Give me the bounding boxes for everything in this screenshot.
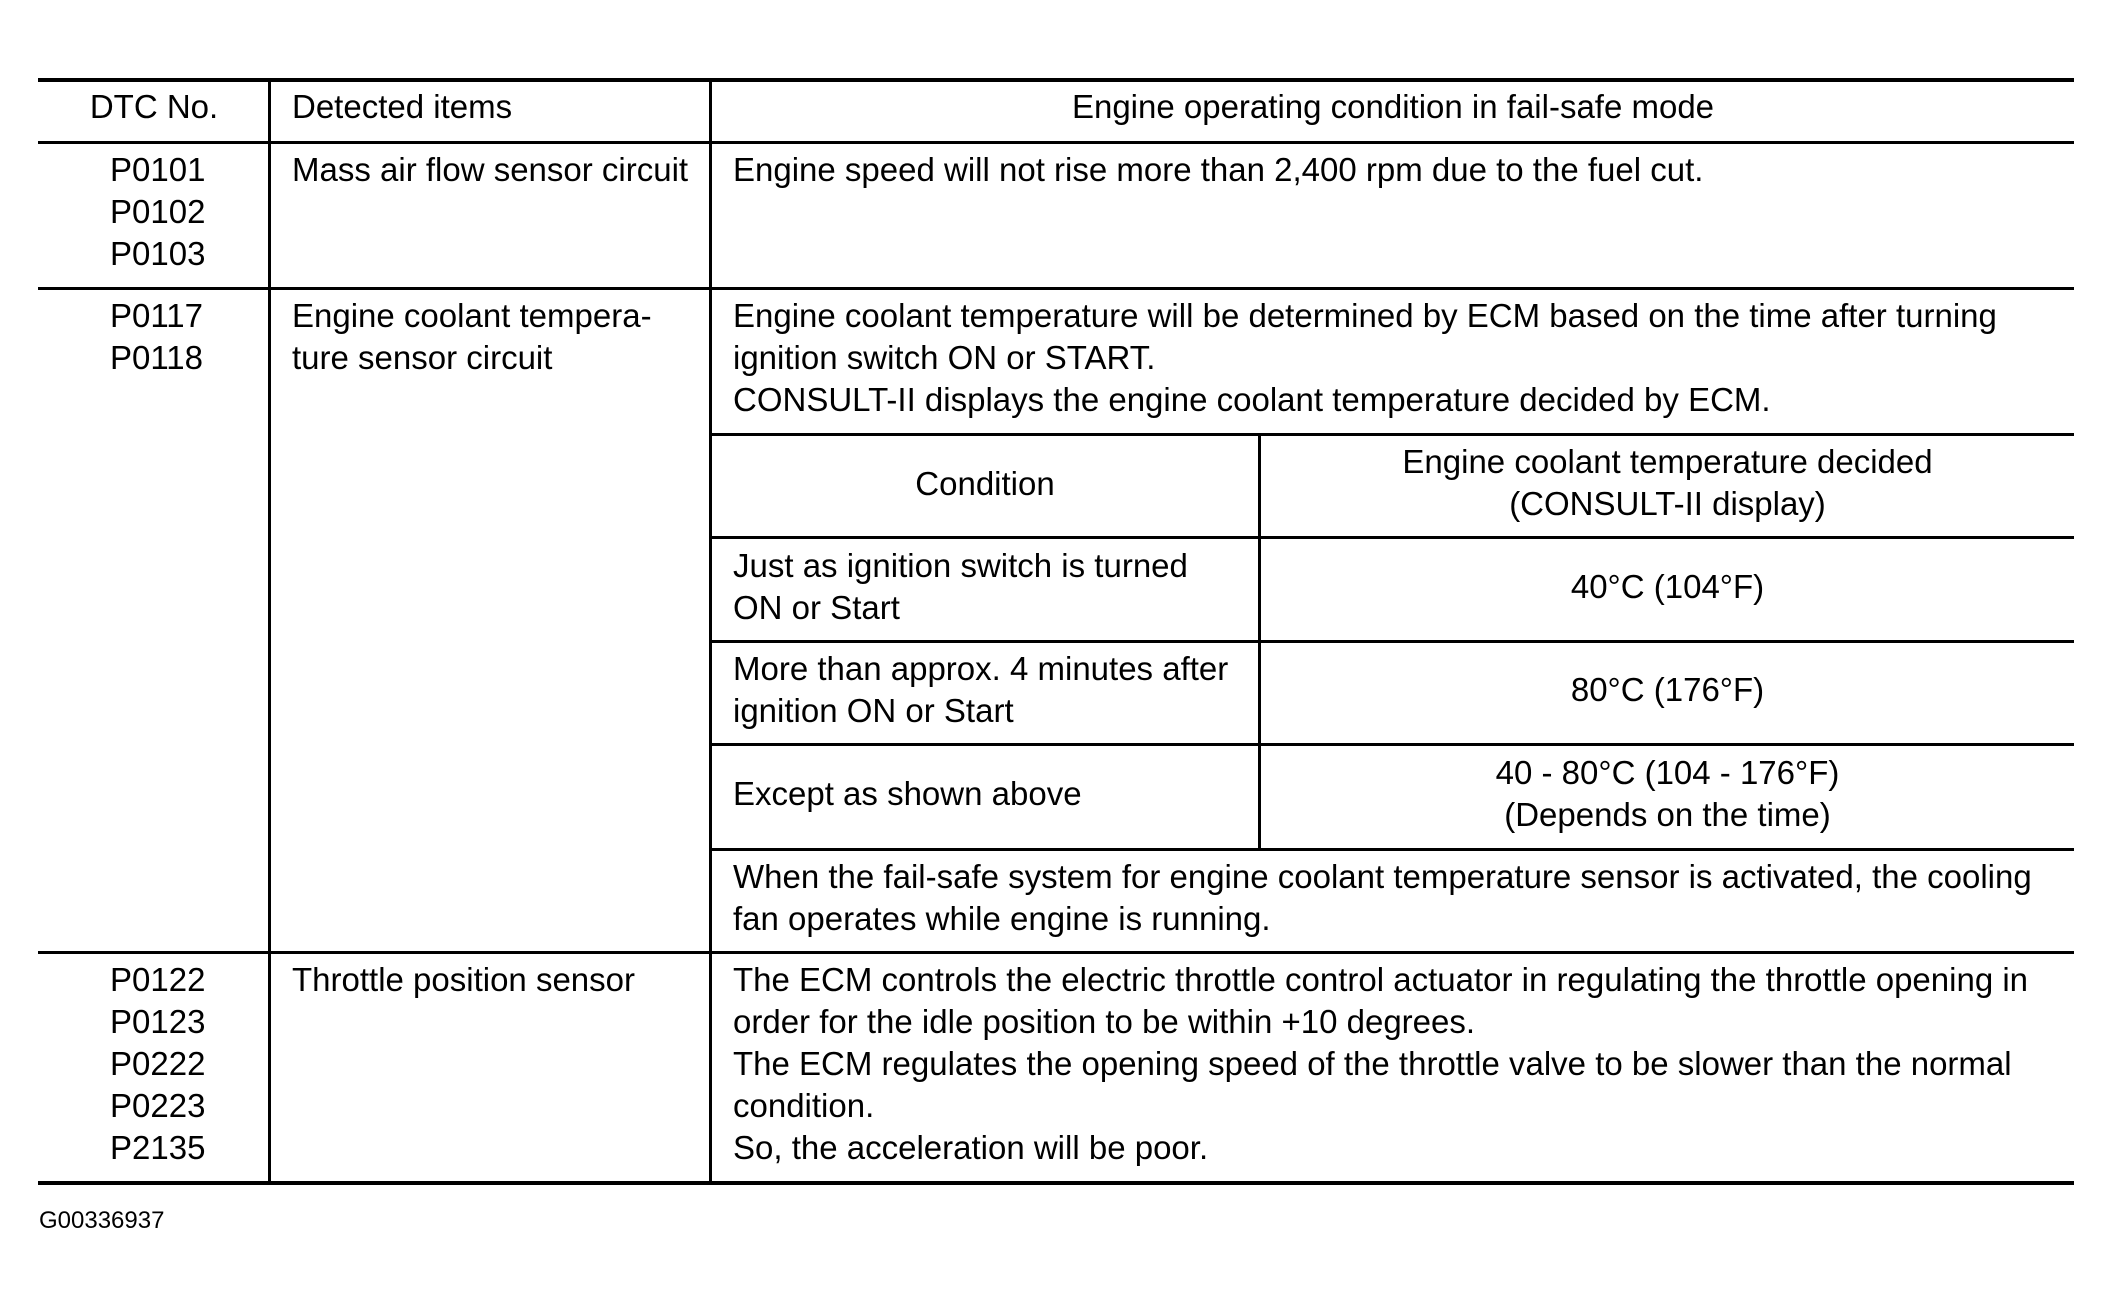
subtable-row1-rule bbox=[710, 640, 2074, 643]
dtc-code: P0118 bbox=[110, 339, 203, 376]
header-dtc: DTC No. bbox=[89, 88, 219, 125]
row2-bottom-rule bbox=[38, 951, 2074, 954]
col-divider-2 bbox=[709, 80, 712, 1183]
subtable-header-decided: (CONSULT-II display) bbox=[1509, 485, 1826, 522]
header-condition: Engine operating condition in fail-safe mode bbox=[1071, 88, 1715, 125]
condition-note: When the fail-safe system for engine coolant temperature sensor is activated, the cooling bbox=[733, 858, 2032, 895]
dtc-code: P0123 bbox=[110, 1003, 206, 1040]
subtable-decided: 40°C (104°F) bbox=[1570, 568, 1765, 605]
subtable-top-rule bbox=[710, 433, 2074, 436]
condition-note: fan operates while engine is running. bbox=[733, 900, 1271, 937]
subtable-header-condition: Condition bbox=[915, 465, 1055, 502]
dtc-code: P0103 bbox=[110, 235, 206, 272]
table-bottom-rule bbox=[38, 1181, 2074, 1185]
row1-bottom-rule bbox=[38, 287, 2074, 290]
subtable-header-rule bbox=[710, 536, 2074, 539]
dtc-code: P0122 bbox=[110, 961, 206, 998]
subtable-decided: 80°C (176°F) bbox=[1570, 671, 1765, 708]
table-top-rule bbox=[38, 78, 2074, 82]
condition-text: Engine coolant temperature will be determined by ECM based on the time after turning bbox=[733, 297, 1997, 334]
subtable-header-decided: Engine coolant temperature decided bbox=[1402, 443, 1933, 480]
detected-item: Engine coolant tempera- bbox=[292, 297, 652, 334]
dtc-code: P0101 bbox=[110, 151, 206, 188]
condition-text: The ECM controls the electric throttle control actuator in regulating the throttle opening in bbox=[733, 961, 2029, 998]
dtc-code: P0223 bbox=[110, 1087, 206, 1124]
detected-item: ture sensor circuit bbox=[292, 339, 553, 376]
condition-text: ignition switch ON or START. bbox=[733, 339, 1156, 376]
detected-item: Mass air flow sensor circuit bbox=[292, 151, 689, 188]
dtc-code: P0102 bbox=[110, 193, 206, 230]
subtable-decided: 40 - 80°C (104 - 176°F) bbox=[1495, 754, 1840, 791]
detected-item: Throttle position sensor bbox=[292, 961, 636, 998]
subtable-bottom-rule bbox=[710, 848, 2074, 851]
condition-text: Engine speed will not rise more than 2,400 rpm due to the fuel cut. bbox=[733, 151, 1704, 188]
subtable-condition: ON or Start bbox=[733, 589, 900, 626]
condition-text: The ECM regulates the opening speed of the throttle valve to be slower than the normal bbox=[733, 1045, 2012, 1082]
header-bottom-rule bbox=[38, 141, 2074, 144]
condition-text: CONSULT-II displays the engine coolant temperature decided by ECM. bbox=[733, 381, 1771, 418]
col-divider-1 bbox=[268, 80, 271, 1183]
dtc-code: P0222 bbox=[110, 1045, 206, 1082]
subtable-row2-rule bbox=[710, 743, 2074, 746]
header-detected-items: Detected items bbox=[292, 88, 513, 125]
dtc-code: P2135 bbox=[110, 1129, 206, 1166]
subtable-decided: (Depends on the time) bbox=[1504, 796, 1831, 833]
subtable-condition: More than approx. 4 minutes after bbox=[733, 650, 1229, 687]
dtc-code: P0117 bbox=[110, 297, 203, 334]
subtable-condition: Just as ignition switch is turned bbox=[733, 547, 1188, 584]
subtable-condition: ignition ON or Start bbox=[733, 692, 1014, 729]
condition-text: condition. bbox=[733, 1087, 875, 1124]
figure-id: G00336937 bbox=[39, 1207, 165, 1234]
subtable-condition: Except as shown above bbox=[733, 775, 1082, 812]
condition-text: So, the acceleration will be poor. bbox=[733, 1129, 1209, 1166]
condition-text: order for the idle position to be within +10 degrees. bbox=[733, 1003, 1476, 1040]
